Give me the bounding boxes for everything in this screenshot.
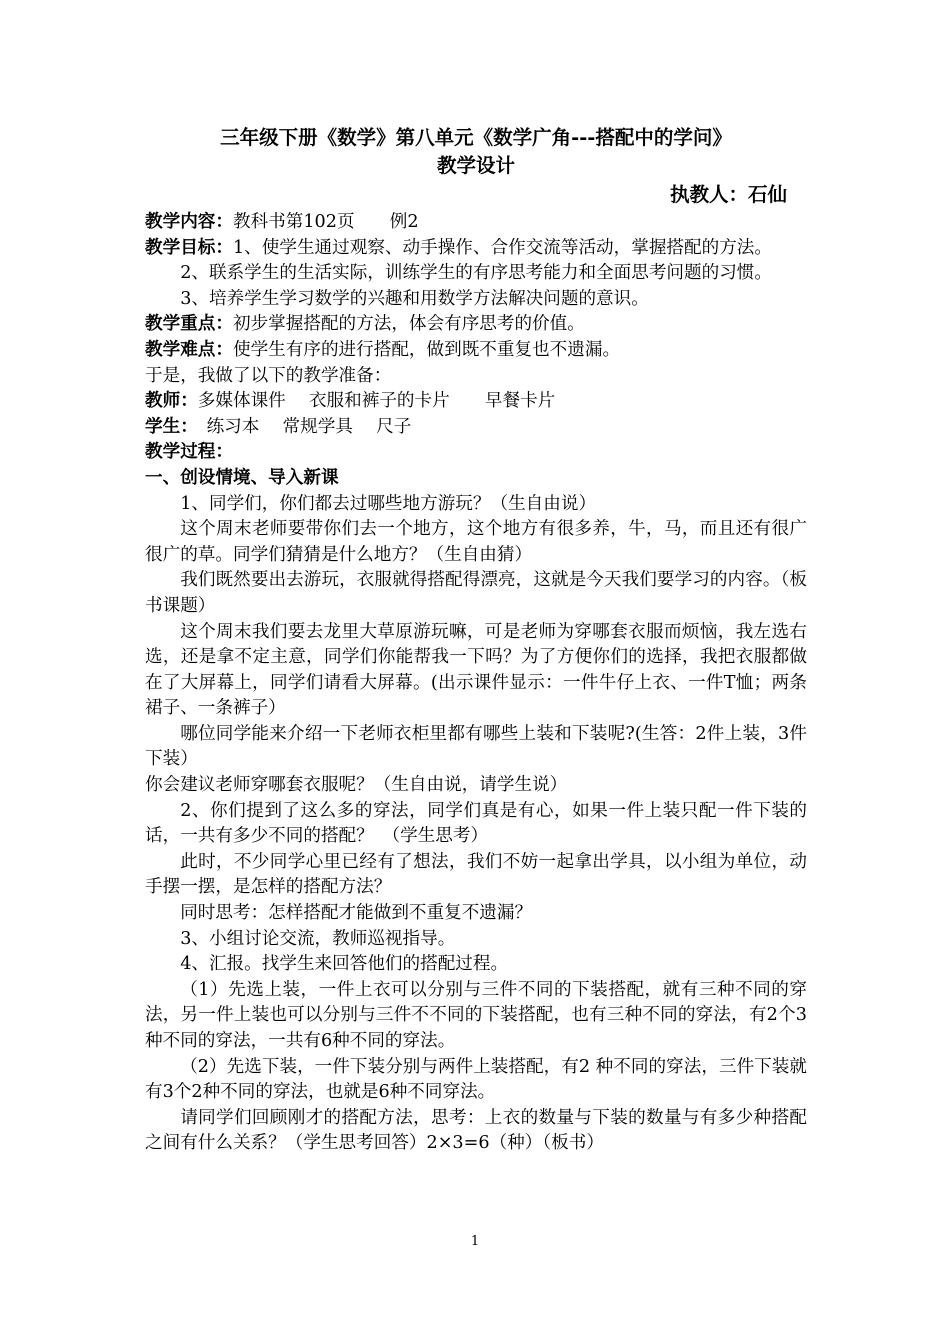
document-body bbox=[145, 124, 807, 1157]
teacher-prep-text: 多媒体课件 衣服和裤子的卡片 早餐卡片 bbox=[197, 391, 556, 412]
paragraph: 哪位同学能来介绍一下老师衣柜里都有哪些上装和下装呢?(生答：2件上装，3件下装） bbox=[145, 723, 807, 770]
paragraph: 请同学们回顾刚才的搭配方法，思考：上衣的数量与下装的数量与有多少种搭配之间有什么关系？（学生思考回答）2×3=6（种）（板书） bbox=[145, 1107, 807, 1154]
difficulty-line bbox=[145, 338, 807, 364]
paragraph-noindent: 你会建议老师穿哪套衣服呢？（生自由说，请学生说） bbox=[145, 775, 568, 796]
goal-1: 1、使学生通过观察、动手操作、合作交流等活动，掌握搭配的方法。 bbox=[232, 237, 772, 258]
document-title-line1: 三年级下册《数学》第八单元《数学广角---搭配中的学问》 bbox=[220, 126, 732, 149]
paragraph: 这个周末老师要带你们去一个地方，这个地方有很多养，牛，马，而且还有很广很广的草。同学们猜猜是什么地方？（生自由猜） bbox=[145, 519, 807, 565]
content-line bbox=[145, 210, 807, 236]
student-prep-label: 学生： bbox=[145, 416, 189, 437]
goals-label: 教学目标： bbox=[145, 237, 233, 258]
section-1-heading: 一、创设情境、导入新课 bbox=[145, 467, 339, 488]
teacher-prep-line bbox=[145, 389, 807, 415]
content-text: 教科书第102页 例2 bbox=[232, 212, 419, 232]
student-prep-text: 练习本 常规学具 尺子 bbox=[188, 416, 412, 437]
paragraph: 3、小组讨论交流，教师巡视指导。 bbox=[180, 928, 456, 949]
paragraph: （1）先选上装，一件上衣可以分别与三件不同的下装搭配，就有三种不同的穿法，另一件上装也可以分别与三件不不同的下装搭配，也有三种不同的穿法，有2个3种不同的穿法，一共有6种不同的穿法。 bbox=[145, 979, 807, 1051]
student-prep-line bbox=[145, 415, 807, 441]
focus-line bbox=[145, 312, 807, 338]
focus-label: 教学重点： bbox=[145, 314, 233, 335]
prep-intro: 于是，我做了以下的教学准备： bbox=[145, 365, 392, 386]
goals-line bbox=[145, 236, 807, 262]
document-title-line2: 教学设计 bbox=[436, 154, 515, 177]
paragraph: 同时思考：怎样搭配才能做到不重复不遗漏？ bbox=[180, 903, 533, 924]
paragraph: 1、同学们，你们都去过哪些地方游玩？（生自由说） bbox=[180, 493, 597, 514]
paragraph: （2）先选下装，一件下装分别与两件上装搭配，有2 种不同的穿法，三件下装就有3个2种不同的穿法，也就是6种不同穿法。 bbox=[145, 1056, 807, 1103]
goal-3: 3、培养学生学习数学的兴趣和用数学方法解决问题的意识。 bbox=[180, 288, 649, 309]
paragraph: 此时，不少同学心里已经有了想法，我们不妨一起拿出学具，以小组为单位，动手摆一摆，是怎样的搭配方法？ bbox=[145, 851, 807, 898]
paragraph: 我们既然要出去游玩，衣服就得搭配得漂亮，这就是今天我们要学习的内容。（板书课题） bbox=[145, 570, 807, 616]
paragraph: 这个周末我们要去龙里大草原游玩嘛，可是老师为穿哪套衣服而烦恼，我左选右选，还是拿不定主意，同学们你能帮我一下吗？为了方便你们的选择，我把衣服都做在了大屏幕上，同学们请看大屏幕。(出示课件显示：一件牛仔上衣、一件T恤；两条裙子、一条裤子） bbox=[145, 621, 807, 719]
goal-2: 2、联系学生的生活实际，训练学生的有序思考能力和全面思考问题的习惯。 bbox=[180, 263, 772, 284]
difficulty-text: 使学生有序的进行搭配，做到既不重复也不遗漏。 bbox=[232, 339, 621, 360]
process-label: 教学过程： bbox=[145, 442, 233, 463]
paragraph: 2、你们提到了这么多的穿法，同学们真是有心，如果一件上装只配一件下装的话，一共有多少不同的搭配？ （学生思考） bbox=[145, 800, 807, 847]
paragraph: 4、汇报。找学生来回答他们的搭配过程。 bbox=[180, 954, 509, 975]
difficulty-label: 教学难点： bbox=[145, 339, 233, 360]
content-label: 教学内容： bbox=[145, 212, 233, 232]
teacher-name: 执教人：石仙 bbox=[669, 183, 787, 206]
focus-text: 初步掌握搭配的方法，体会有序思考的价值。 bbox=[232, 314, 585, 335]
page-number: 1 bbox=[470, 1234, 480, 1249]
teacher-prep-label: 教师： bbox=[145, 391, 198, 412]
